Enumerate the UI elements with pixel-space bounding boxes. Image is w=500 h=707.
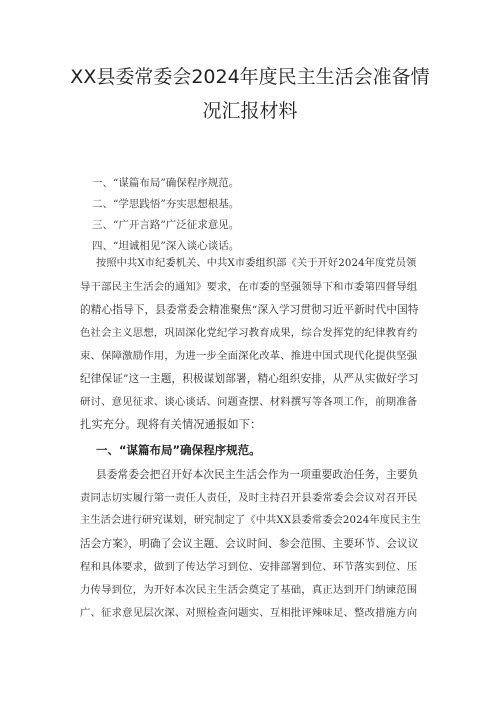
section-1-line-6: 力传导到位，为开好本次民主生活会奠定了基础，真正达到开门纳谏范围 bbox=[80, 584, 418, 596]
toc-item-2: 二、“学思践悟”夯实思想根基。 bbox=[92, 198, 240, 210]
intro-line-6: 纪律保证”这一主题，积极谋划部署，精心组织安排，从严从实做好学习 bbox=[80, 373, 419, 385]
intro-line-4: 色社会主义思想，巩固深化党纪学习教育成果，综合发挥党的纪律教育约 bbox=[80, 327, 418, 339]
document-title-line-1: XX县委常委会2024年度民主生活会准备情 bbox=[70, 66, 430, 88]
toc-item-4: 四、“坦诚相见”深入谈心谈话。 bbox=[92, 240, 240, 252]
section-1-line-5: 程和具体要求，做到了传达学习到位、安排部署到位、环节落实到位、压 bbox=[80, 561, 418, 573]
toc-item-1: 一、“谋篇布局”确保程序规范。 bbox=[92, 177, 240, 189]
section-1-line-1: 县委常委会把召开好本次民主生活会作为一项重要政治任务，主要负 bbox=[96, 469, 419, 481]
section-1-heading: 一、“谋篇布局”确保程序规范。 bbox=[96, 443, 261, 457]
section-1-line-2: 责同志切实履行第一责任人责任，及时主持召开县委常委会会议对召开民 bbox=[80, 492, 418, 504]
intro-line-7: 研讨、意见征求、谈心谈话、问题查摆、材料撰写等各项工作，前期准备 bbox=[80, 396, 418, 408]
intro-line-3: 的精心指导下，县委常委会精准聚焦“深入学习贯彻习近平新时代中国特 bbox=[80, 304, 419, 316]
section-1-line-3: 主生活会进行研究谋划，研究制定了《中共XX县委常委会2024年度民主生 bbox=[80, 515, 422, 526]
intro-line-5: 束、保障激励作用，为进一步全面深化改革、推进中国式现代化提供坚强 bbox=[80, 350, 418, 362]
intro-line-8: 扎实充分。现将有关情况通报如下： bbox=[80, 418, 262, 431]
section-1-line-7: 广、征求意见层次深、对照检查问题实、互相批评辣味足、整改措施方向 bbox=[80, 607, 418, 619]
document-title-line-2: 况汇报材料 bbox=[202, 100, 298, 122]
intro-line-1: 按照中共X市纪委机关、中共X市委组织部《关于开好2024年度党员领 bbox=[96, 258, 417, 269]
toc-item-3: 三、“广开言路”广泛征求意见。 bbox=[92, 219, 240, 231]
section-1-line-4: 活会方案》，明确了会议主题、会议时间、参会范围、主要环节、会议议 bbox=[80, 538, 419, 550]
intro-line-2: 导干部民主生活会的通知》要求，在市委的坚强领导下和市委第四督导组 bbox=[80, 281, 418, 293]
